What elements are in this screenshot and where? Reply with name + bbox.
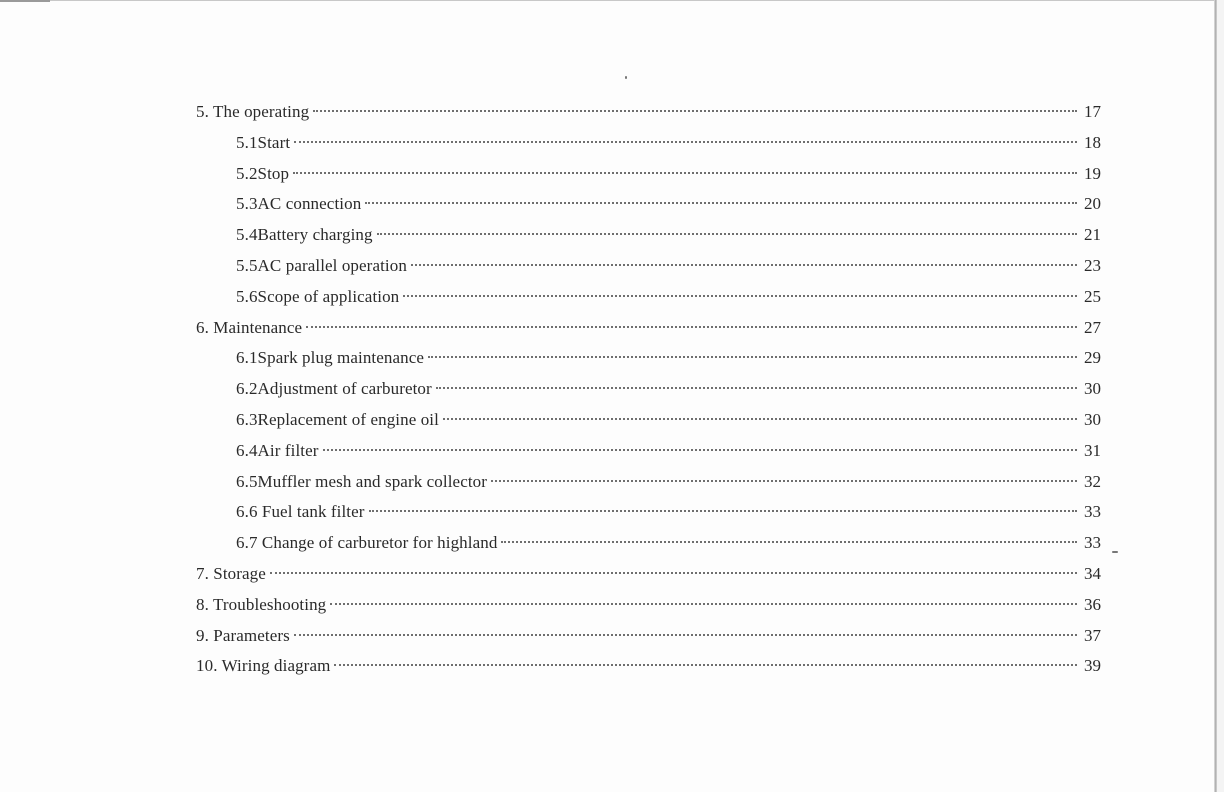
dot-leader — [369, 510, 1077, 512]
toc-entry-page: 29 — [1084, 348, 1101, 368]
toc-entry-page: 31 — [1084, 440, 1101, 460]
toc-entry[interactable] — [196, 316, 1101, 340]
toc-entry[interactable] — [196, 562, 1101, 586]
toc-entry-title: 6.6 Fuel tank filter — [236, 502, 365, 522]
scan-speck — [625, 76, 627, 79]
dot-leader — [330, 603, 1077, 605]
toc-entry-page: 33 — [1084, 533, 1101, 553]
toc-entry-title: 10. Wiring diagram — [196, 656, 331, 676]
toc-entry-title: 7. Storage — [196, 564, 266, 583]
toc-entry-title: 8. Troubleshooting — [196, 594, 327, 614]
page-top-edge — [0, 0, 1216, 1]
toc-entry-page: 37 — [1084, 625, 1101, 645]
toc-entry[interactable] — [196, 593, 1101, 617]
dot-leader — [501, 541, 1077, 543]
toc-entry-page: 39 — [1084, 656, 1101, 676]
toc-entry-page: 30 — [1084, 379, 1101, 399]
dot-leader — [436, 387, 1077, 389]
dot-leader — [403, 295, 1077, 297]
toc-entry-title: 5.3AC connection — [236, 194, 362, 214]
toc-entry-title: 5.5AC parallel operation — [236, 256, 407, 275]
toc-entry-title: 6.7 Change of carburetor for highland — [236, 533, 498, 553]
toc-entry[interactable] — [236, 254, 1101, 278]
toc-entry[interactable] — [236, 439, 1101, 463]
toc-entry-title: 6. Maintenance — [196, 317, 303, 337]
toc-entry-page: 18 — [1084, 132, 1101, 152]
toc-entry-page: 19 — [1084, 163, 1101, 183]
toc-entry-page: 27 — [1084, 317, 1101, 337]
toc-entry-page: 33 — [1084, 502, 1101, 522]
toc-entry[interactable] — [236, 470, 1101, 494]
toc-entry[interactable] — [196, 654, 1101, 678]
toc-entry-title: 5.2Stop — [236, 163, 290, 183]
toc-entry[interactable] — [196, 100, 1101, 124]
dot-leader — [411, 264, 1077, 266]
toc-entry-title: 6.5Muffler mesh and spark collector — [236, 471, 488, 491]
dot-leader — [334, 664, 1077, 666]
dot-leader — [306, 326, 1077, 328]
page-margin-shade — [1217, 0, 1224, 792]
toc-entry[interactable] — [196, 624, 1101, 648]
toc-entry[interactable] — [236, 500, 1101, 524]
toc-entry-page: 17 — [1084, 102, 1101, 121]
toc-entry-page: 36 — [1084, 594, 1101, 614]
dot-leader — [428, 356, 1077, 358]
toc-entry-page: 21 — [1084, 225, 1101, 245]
toc-entry-title: 5.4Battery charging — [236, 225, 373, 245]
toc-entry[interactable] — [236, 131, 1101, 155]
toc-entry[interactable] — [236, 377, 1101, 401]
toc-entry[interactable] — [236, 162, 1101, 186]
toc-entry-title: 5. The operating — [196, 102, 310, 121]
toc-entry-page: 23 — [1084, 256, 1101, 275]
dot-leader — [443, 418, 1077, 420]
toc-entry-title: 5.6Scope of application — [236, 286, 400, 306]
dot-leader — [294, 141, 1077, 143]
toc-entry-title: 9. Parameters — [196, 625, 290, 645]
toc-entry-title: 6.4Air filter — [236, 440, 319, 460]
toc-entry[interactable] — [236, 408, 1101, 432]
dot-leader — [313, 110, 1077, 112]
toc-entry-title: 5.1Start — [236, 132, 291, 152]
toc-entry[interactable] — [236, 346, 1101, 370]
dot-leader — [293, 172, 1077, 174]
toc-entry-page: 32 — [1084, 471, 1101, 491]
toc-entry-title: 6.1Spark plug maintenance — [236, 348, 425, 368]
toc-entry[interactable] — [236, 531, 1101, 555]
page-corner-mark — [0, 0, 50, 2]
toc-entry-title: 6.3Replacement of engine oil — [236, 410, 439, 429]
dot-leader — [323, 449, 1078, 451]
toc-entry-page: 25 — [1084, 286, 1101, 306]
scan-speck — [1112, 551, 1118, 553]
toc-entry[interactable] — [236, 192, 1101, 216]
toc-entry-page: 30 — [1084, 410, 1101, 429]
dot-leader — [294, 634, 1077, 636]
dot-leader — [365, 202, 1077, 204]
toc-entry[interactable] — [236, 223, 1101, 247]
toc-entry-page: 34 — [1084, 564, 1101, 583]
dot-leader — [377, 233, 1077, 235]
dot-leader — [270, 572, 1077, 574]
toc-entry[interactable] — [236, 285, 1101, 309]
toc-entry-title: 6.2Adjustment of carburetor — [236, 379, 432, 399]
dot-leader — [491, 480, 1077, 482]
toc-entry-page: 20 — [1084, 194, 1101, 214]
